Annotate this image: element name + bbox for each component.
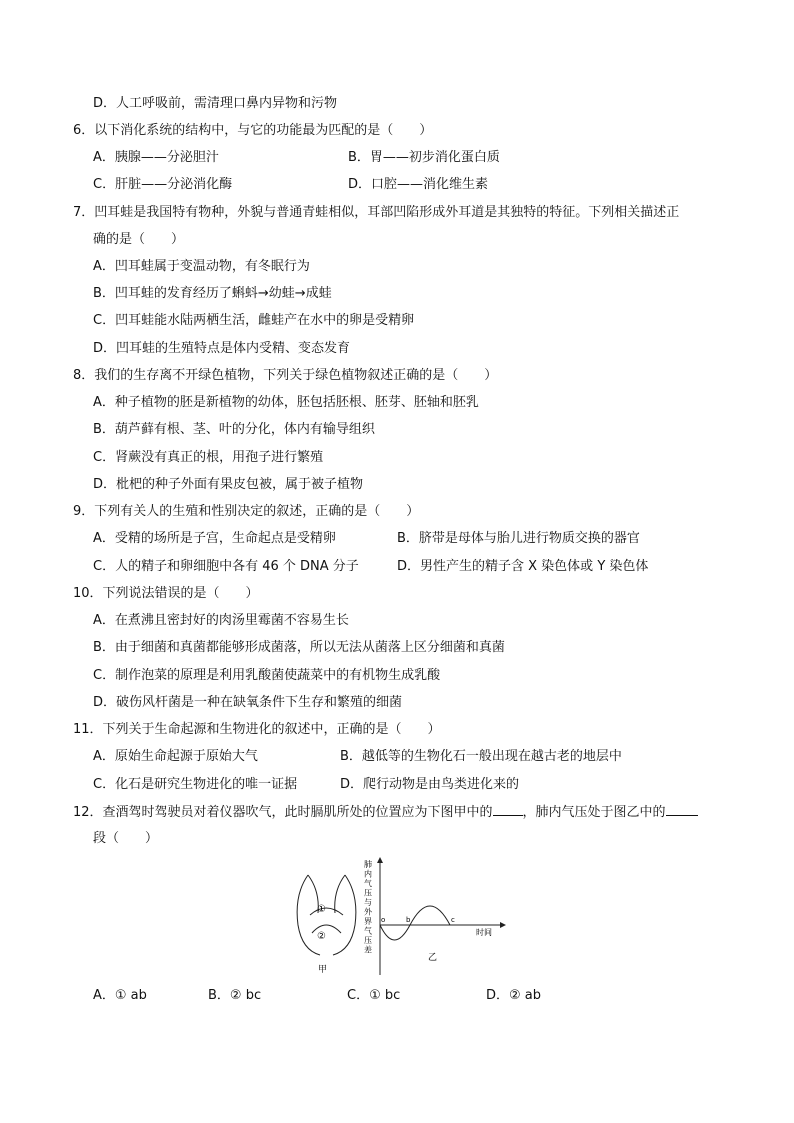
q12-option-b: B．② bc — [208, 988, 262, 1003]
q9-option-a: A．受精的场所是子宫，生命起点是受精卵 — [93, 531, 336, 546]
q7-option-b: B．凹耳蛙的发育经历了蝌蚪→幼蛙→成蛙 — [93, 286, 332, 301]
q10-option-d: D．破伤风杆菌是一种在缺氧条件下生存和繁殖的细菌 — [93, 695, 403, 710]
y-axis-label-char: 内 — [364, 869, 372, 879]
q7-option-a: A．凹耳蛙属于变温动物，有冬眠行为 — [93, 259, 310, 274]
y-axis-label-char: 气 — [364, 926, 372, 936]
y-axis-label-char: 差 — [364, 945, 372, 955]
pressure-curve — [380, 906, 450, 940]
q12-stem-part2: ，肺内气压处于图乙中的 — [522, 805, 666, 820]
position-1-label: ① — [317, 904, 326, 915]
y-axis-label-char: 界 — [364, 917, 372, 926]
q6-option-a: A．胰腺——分泌胆汁 — [93, 150, 219, 165]
q6-option-d: D．口腔——消化维生素 — [348, 177, 489, 192]
q10-stem: 10．下列说法错误的是（ ） — [73, 586, 259, 601]
q12-stem-line2: 段（ ） — [93, 831, 159, 846]
q6-stem: 6．以下消化系统的结构中，与它的功能最为匹配的是（ ） — [73, 123, 433, 138]
q12-blank-2 — [666, 803, 698, 816]
q12-option-c: C．① bc — [347, 988, 401, 1003]
y-axis-label-char: 外 — [364, 907, 372, 917]
y-axis-label-char: 肺 — [364, 860, 372, 869]
q12-figure — [290, 855, 520, 980]
q9-option-d: D．男性产生的精子含 X 染色体或 Y 染色体 — [397, 559, 649, 574]
q6-option-b: B．胃——初步消化蛋白质 — [348, 150, 500, 165]
q7-stem-line1: 7．凹耳蛙是我国特有物种，外貌与普通青蛙相似，耳部凹陷形成外耳道是其独特的特征。下列相关描述正 — [73, 205, 680, 220]
y-axis-label-char: 压 — [364, 936, 372, 945]
y-axis-label-char: 压 — [364, 888, 372, 898]
q12-blank-1 — [493, 803, 523, 816]
jia-label: 甲 — [318, 965, 328, 975]
point-c-label: c — [451, 916, 455, 924]
diaphragm-diagram — [297, 875, 356, 955]
point-b-label: b — [406, 916, 411, 924]
q12-stem-line1 — [73, 803, 698, 822]
q9-option-b: B．脐带是母体与胎儿进行物质交换的器官 — [397, 531, 640, 546]
q7-option-c: C．凹耳蛙能水陆两栖生活，雌蛙产在水中的卵是受精卵 — [93, 313, 415, 328]
x-axis-arrow — [500, 922, 506, 928]
q9-stem: 9．下列有关人的生殖和性别决定的叙述，正确的是（ ） — [73, 504, 420, 519]
q8-option-c: C．肾蕨没有真正的根，用孢子进行繁殖 — [93, 450, 324, 465]
pressure-graph — [364, 857, 506, 975]
q8-option-b: B．葫芦藓有根、茎、叶的分化，体内有输导组织 — [93, 422, 375, 437]
q10-option-a: A．在煮沸且密封好的肉汤里霉菌不容易生长 — [93, 613, 349, 628]
q7-stem-line2: 确的是（ ） — [93, 232, 185, 247]
q12-stem-part1: 12．查酒驾时驾驶员对着仪器吹气，此时膈肌所处的位置应为下图甲中的 — [73, 805, 493, 820]
q8-option-a: A．种子植物的胚是新植物的幼体，胚包括胚根、胚芽、胚轴和胚乳 — [93, 395, 479, 410]
origin-label: o — [381, 916, 386, 924]
q11-option-a: A．原始生命起源于原始大气 — [93, 749, 258, 764]
q8-stem: 8．我们的生存离不开绿色植物，下列关于绿色植物叙述正确的是（ ） — [73, 368, 498, 383]
q12-option-d: D．② ab — [486, 988, 542, 1003]
y-axis-label — [364, 859, 373, 955]
position-2-label: ② — [317, 931, 326, 942]
yi-label: 乙 — [428, 953, 438, 963]
y-axis-arrow — [377, 857, 383, 863]
q11-stem: 11．下列关于生命起源和生物进化的叙述中，正确的是（ ） — [73, 722, 441, 737]
y-axis-label-char: 与 — [364, 898, 372, 907]
q12-option-a: A．① ab — [93, 988, 147, 1003]
q11-option-c: C．化石是研究生物进化的唯一证据 — [93, 777, 298, 792]
q11-option-d: D．爬行动物是由鸟类进化来的 — [340, 777, 520, 792]
y-axis-label-char: 气 — [364, 879, 372, 888]
q6-option-c: C．肝脏——分泌消化酶 — [93, 177, 233, 192]
q8-option-d: D．枇杷的种子外面有果皮包被，属于被子植物 — [93, 477, 364, 492]
q9-option-c: C．人的精子和卵细胞中各有 46 个 DNA 分子 — [93, 559, 359, 574]
q5-option-d: D．人工呼吸前，需清理口鼻内异物和污物 — [93, 96, 338, 111]
q7-option-d: D．凹耳蛙的生殖特点是体内受精、变态发育 — [93, 341, 351, 356]
q10-option-b: B．由于细菌和真菌都能够形成菌落，所以无法从菌落上区分细菌和真菌 — [93, 640, 505, 655]
q10-option-c: C．制作泡菜的原理是利用乳酸菌使蔬菜中的有机物生成乳酸 — [93, 668, 441, 683]
x-axis-label: 时间 — [476, 928, 492, 937]
q11-option-b: B．越低等的生物化石一般出现在越古老的地层中 — [340, 749, 622, 764]
